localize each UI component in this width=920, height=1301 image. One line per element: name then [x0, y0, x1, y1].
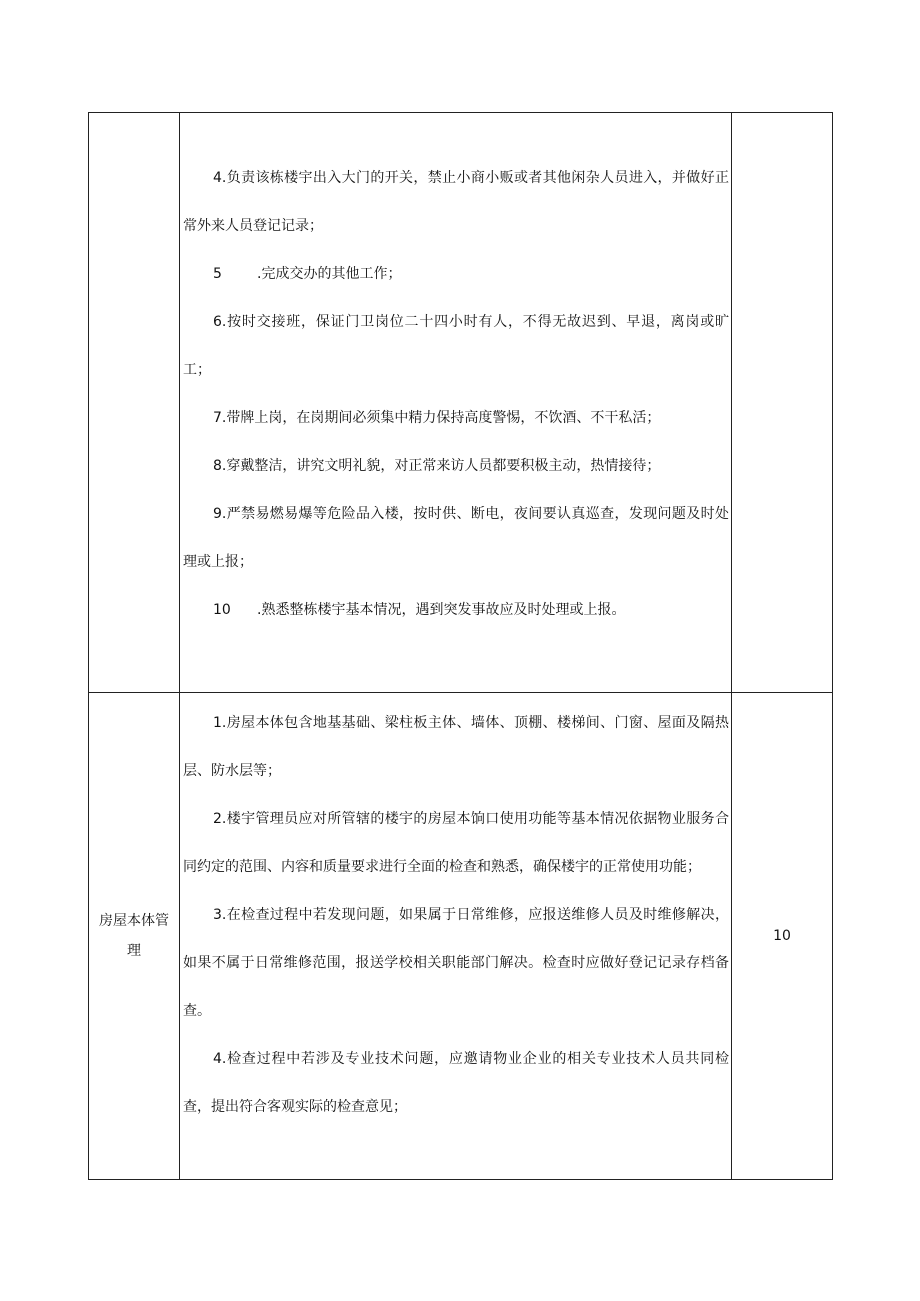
duty-list [180, 693, 731, 1131]
list-item: 4.负责该栋楼宇出入大门的开关，禁止小商小贩或者其他闲杂人员进入，并做好正常外来人员登记记录； [183, 170, 729, 234]
content-cell [180, 693, 732, 1180]
item-text: .完成交办的其他工作； [257, 266, 402, 282]
list-item [183, 586, 729, 634]
list-item: 9.严禁易燃易爆等危险品入楼，按时供、断电，夜间要认真巡查，发现问题及时处理或上报； [183, 506, 729, 570]
table-row [89, 113, 833, 693]
duty-list [180, 113, 731, 634]
score-cell [732, 113, 833, 693]
list-item: 6.按时交接班，保证门卫岗位二十四小时有人，不得无故迟到、早退，离岗或旷工； [183, 314, 729, 378]
item-text: .熟悉整栋楼宇基本情况，遇到突发事故应及时处理或上报。 [257, 602, 626, 618]
list-item: 3.在检查过程中若发现问题，如果属于日常维修，应报送维修人员及时维修解决，如果不属于日常维修范围，报送学校相关职能部门解决。检查时应做好登记记录存档备查。 [183, 907, 729, 1019]
list-item: 4.检查过程中若涉及专业技术问题，应邀请物业企业的相关专业技术人员共同检查，提出符合客观实际的检查意见； [183, 1051, 729, 1115]
list-item: 2.楼宇管理员应对所管辖的楼宇的房屋本饷口使用功能等基本情况依据物业服务合同约定的范围、内容和质量要求进行全面的检查和熟悉，确保楼宇的正常使用功能； [183, 811, 729, 875]
list-item: 7.带牌上岗，在岗期间必须集中精力保持高度警惕，不饮酒、不干私活； [213, 410, 661, 426]
list-item: 1.房屋本体包含地基基础、梁柱板主体、墙体、顶棚、楼梯间、门窗、屋面及隔热层、防水层等； [183, 715, 729, 779]
responsibility-table [88, 112, 833, 1180]
score-cell: 10 [732, 693, 833, 1180]
table-row [89, 693, 833, 1180]
category-cell: 房屋本体管理 [89, 693, 180, 1180]
category-cell [89, 113, 180, 693]
item-number: 10 [213, 602, 231, 618]
list-item: 8.穿戴整洁，讲究文明礼貌，对正常来访人员都要积极主动，热情接待； [213, 458, 661, 474]
item-number: 5 [213, 266, 222, 282]
content-cell [180, 113, 732, 693]
list-item [183, 250, 729, 298]
